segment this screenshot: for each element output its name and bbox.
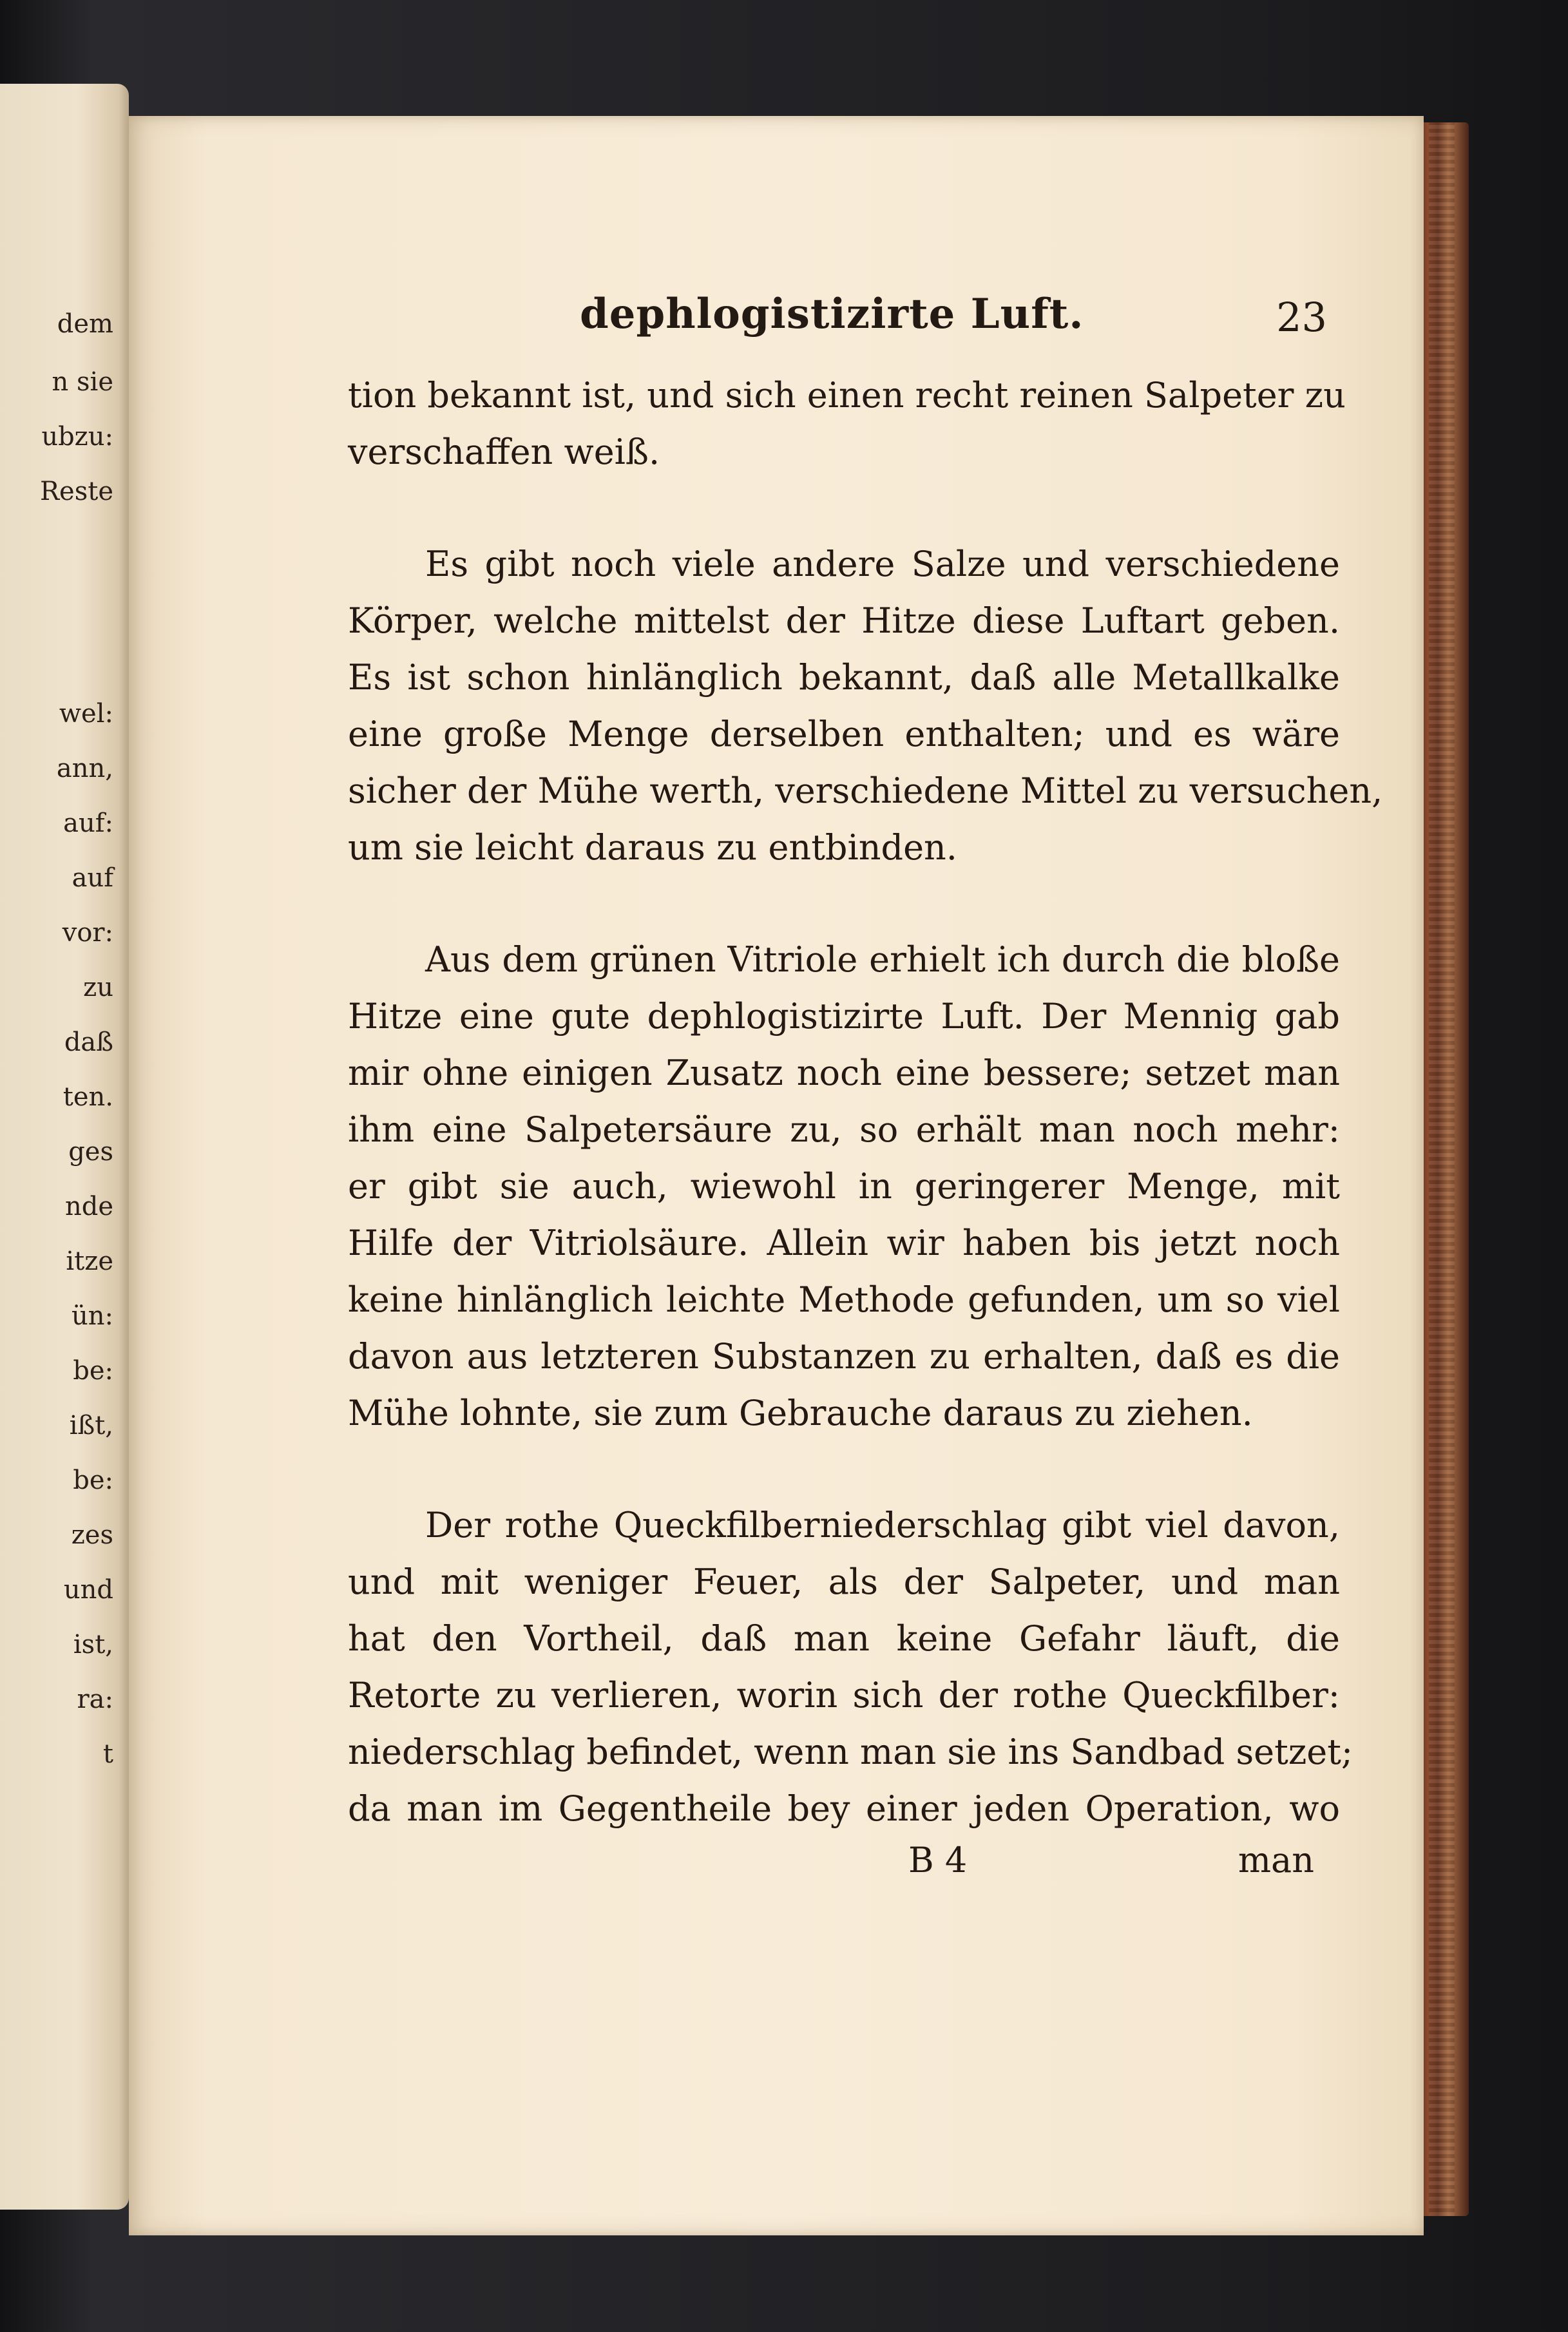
page-number: 23 — [1276, 294, 1327, 341]
previous-page-text-fragment: dem — [57, 309, 113, 339]
previous-page-text-fragment: und — [63, 1575, 113, 1605]
running-head — [348, 290, 1340, 361]
previous-page-text-fragment: auf — [72, 863, 113, 893]
printer-signature: B 4 — [908, 1840, 968, 1880]
text-line: hat den Vortheil, daß man keine Gefahr läuft, die — [348, 1618, 1340, 1659]
previous-page-text-fragment: daß — [64, 1027, 113, 1057]
text-line: Der rothe Queckfilberniederschlag gibt viel davon, — [425, 1505, 1340, 1545]
previous-page-text-fragment: ten. — [62, 1082, 113, 1112]
text-line: Aus dem grünen Vitriole erhielt ich durch die bloße — [425, 939, 1340, 980]
text-line: da man im Gegentheile bey einer jeden Operation, wo — [348, 1788, 1340, 1829]
text-line: er gibt sie auch, wiewohl in geringerer Menge, mit — [348, 1166, 1340, 1207]
paragraph — [348, 367, 1346, 481]
previous-page-text-fragment: zu — [83, 973, 113, 1002]
text-line: Körper, welche mittelst der Hitze diese Luftart geben. — [348, 600, 1340, 641]
previous-page-text-fragment: ißt, — [69, 1411, 113, 1440]
previous-page-edge — [0, 84, 129, 2210]
text-line: tion bekannt ist, und sich einen recht reinen Salpeter zu — [348, 375, 1346, 416]
book-cover-edge — [1417, 122, 1469, 2216]
previous-page-text-fragment: vor: — [62, 918, 113, 948]
previous-page-text-fragment: itze — [66, 1247, 113, 1276]
text-line: keine hinlänglich leichte Methode gefunden, um so viel — [348, 1279, 1340, 1320]
previous-page-text-fragment: zes — [71, 1520, 113, 1550]
previous-page-text-fragment: ubzu: — [41, 422, 113, 452]
previous-page-text-fragment: ann, — [56, 754, 113, 783]
text-line: Hitze eine gute dephlogistizirte Luft. Der Mennig gab — [348, 996, 1340, 1037]
text-line: sicher der Mühe werth, verschiedene Mittel zu versuchen, — [348, 770, 1383, 811]
text-line: mir ohne einigen Zusatz noch eine bessere; setzet man — [348, 1053, 1340, 1093]
paragraph — [348, 1497, 1353, 1837]
previous-page-text-fragment: be: — [73, 1466, 113, 1495]
body-text — [348, 367, 1383, 1837]
paragraph — [348, 932, 1340, 1442]
text-line: Es gibt noch viele andere Salze und verschiedene — [425, 544, 1340, 584]
text-line: Es ist schon hinlänglich bekannt, daß alle Metallkalke — [348, 657, 1340, 698]
previous-page-text-fragment: ist, — [73, 1630, 113, 1659]
text-line: ihm eine Salpetersäure zu, so erhält man noch mehr: — [348, 1109, 1340, 1150]
text-line: niederschlag befindet, wenn man sie ins Sandbad setzet; — [348, 1732, 1353, 1772]
previous-page-text-fragment: auf: — [63, 808, 113, 838]
previous-page-text-fragment: be: — [73, 1356, 113, 1386]
previous-page-text-fragment: ra: — [77, 1685, 113, 1714]
previous-page-text-fragment: n sie — [52, 367, 113, 397]
signature-row — [348, 1840, 1340, 1891]
previous-page-text-fragment: t — [102, 1739, 113, 1769]
previous-page-text-fragment: wel: — [59, 699, 113, 729]
text-line: verschaffen weiß. — [348, 432, 660, 472]
previous-page-text-fragment: ün: — [72, 1301, 113, 1331]
text-line: davon aus letzteren Substanzen zu erhalten, daß es die — [348, 1336, 1340, 1377]
previous-page-text-fragment: nde — [64, 1192, 113, 1221]
text-line: um sie leicht daraus zu entbinden. — [348, 827, 957, 868]
text-line: Retorte zu verlieren, worin sich der rothe Queckfilber: — [348, 1675, 1340, 1716]
previous-page-text-fragment: Reste — [39, 477, 113, 506]
book-page — [129, 116, 1424, 2235]
text-line: eine große Menge derselben enthalten; und es wäre — [348, 714, 1340, 754]
paragraph — [348, 536, 1383, 876]
running-title: dephlogistizirte Luft. — [580, 290, 1084, 338]
text-line: Mühe lohnte, sie zum Gebrauche daraus zu ziehen. — [348, 1393, 1253, 1433]
text-line: und mit weniger Feuer, als der Salpeter, und man — [348, 1562, 1340, 1602]
catchword: man — [1238, 1840, 1314, 1880]
text-line: Hilfe der Vitriolsäure. Allein wir haben bis jetzt noch — [348, 1223, 1340, 1263]
previous-page-text-fragment: ges — [68, 1137, 113, 1167]
